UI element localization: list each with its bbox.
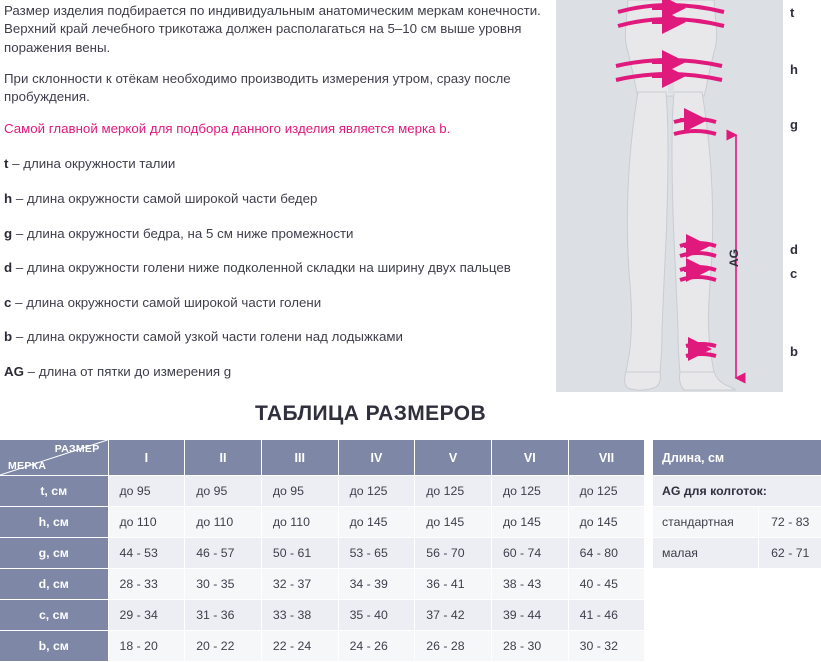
tables-section [0,440,821,640]
column-header-2: II [185,440,262,476]
legend-text-b: – длина окружности самой узкой части голени над лодыжками [12,329,403,344]
row-label-h: h, см [0,507,108,538]
diagram-label-t: t [790,5,795,20]
legend-key-ag: AG [4,364,24,379]
cell-h-7: до 145 [568,507,645,538]
legend-text-c: – длина окружности самой широкой части голени [11,295,321,310]
table-row [0,600,645,631]
length-spacer [653,569,821,600]
cell-c-3: 33 - 38 [261,600,338,631]
legend-item-h [4,190,554,209]
column-header-7: VII [568,440,645,476]
diagram-label-g: g [790,117,798,132]
cell-h-4: до 145 [338,507,415,538]
cell-g-7: 64 - 80 [568,538,645,569]
cell-g-3: 50 - 61 [261,538,338,569]
page-title: ТАБЛИЦА РАЗМЕРОВ [0,402,821,426]
size-table [0,440,645,662]
cell-d-6: 38 - 43 [491,569,568,600]
legend-key-d: d [4,260,12,275]
cell-b-7: 30 - 32 [568,631,645,662]
cell-h-6: до 145 [491,507,568,538]
table-row [0,569,645,600]
cell-t-2: до 95 [185,476,262,507]
cell-b-4: 24 - 26 [338,631,415,662]
cell-d-2: 30 - 35 [185,569,262,600]
cell-d-3: 32 - 37 [261,569,338,600]
cell-t-3: до 95 [261,476,338,507]
column-header-4: IV [338,440,415,476]
row-label-b: b, см [0,631,108,662]
column-header-5: V [415,440,492,476]
key-measurement-note: Самой главной меркой для подбора данного изделия является мерка b. [4,120,554,139]
cell-b-3: 22 - 24 [261,631,338,662]
table-header-row [0,440,645,476]
cell-h-1: до 110 [108,507,185,538]
length-caption-row [653,476,821,507]
cell-g-6: 60 - 74 [491,538,568,569]
cell-h-5: до 145 [415,507,492,538]
corner-label-size: РАЗМЕР [55,443,100,455]
cell-b-1: 18 - 20 [108,631,185,662]
table-row [0,631,645,662]
legend-key-g: g [4,226,12,241]
legend-item-g [4,225,554,244]
length-value-small: 62 - 71 [759,538,821,569]
length-caption: AG для колготок: [653,476,821,507]
legend-key-h: h [4,191,12,206]
table-corner-cell [0,440,108,476]
cell-c-4: 35 - 40 [338,600,415,631]
legend-item-c [4,294,554,313]
column-header-1: I [108,440,185,476]
cell-d-5: 36 - 41 [415,569,492,600]
row-label-c: c, см [0,600,108,631]
length-value-standard: 72 - 83 [759,507,821,538]
cell-c-7: 41 - 46 [568,600,645,631]
corner-label-measure: МЕРКА [8,460,46,472]
table-row [0,476,645,507]
cell-t-1: до 95 [108,476,185,507]
legend-item-b [4,328,554,347]
cell-g-1: 44 - 53 [108,538,185,569]
diagram-label-ag: AG [727,249,741,267]
cell-d-1: 28 - 33 [108,569,185,600]
length-label-small: малая [653,538,759,569]
table-row [0,507,645,538]
measurement-diagram [556,0,821,395]
intro-paragraph-1: Размер изделия подбирается по индивидуальным анатомическим меркам конечности. Верхний край лечебного трикотажа должен располагаться на 5–10 см выше уровня поражения вены. [4,2,554,57]
cell-h-2: до 110 [185,507,262,538]
row-label-g: g, см [0,538,108,569]
legend-item-d [4,259,554,278]
cell-d-7: 40 - 45 [568,569,645,600]
column-header-6: VI [491,440,568,476]
cell-t-6: до 125 [491,476,568,507]
length-header: Длина, см [653,440,821,476]
diagram-label-b: b [790,344,798,359]
cell-b-2: 20 - 22 [185,631,262,662]
legend-text-h: – длина окружности самой широкой части бедер [12,191,317,206]
length-row [653,538,821,569]
legend-key-b: b [4,329,12,344]
diagram-label-c: c [790,266,797,281]
intro-paragraph-2: При склонности к отёкам необходимо производить измерения утром, сразу после пробуждения. [4,70,554,107]
instructions-column [0,0,560,398]
cell-g-5: 56 - 70 [415,538,492,569]
diagram-label-d: d [790,242,798,257]
cell-t-7: до 125 [568,476,645,507]
legend-text-d: – длина окружности голени ниже подколенной складки на ширину двух пальцев [12,260,511,275]
cell-g-2: 46 - 57 [185,538,262,569]
length-label-standard: стандартная [653,507,759,538]
cell-g-4: 53 - 65 [338,538,415,569]
legend-text-g: – длина окружности бедра, на 5 см ниже промежности [12,226,353,241]
row-label-d: d, см [0,569,108,600]
cell-t-4: до 125 [338,476,415,507]
legend-key-t: t [4,156,8,171]
row-label-t: t, см [0,476,108,507]
length-spacer-row [653,569,821,600]
legend-text-t: – длина окружности талии [8,156,175,171]
cell-t-5: до 125 [415,476,492,507]
table-row [0,538,645,569]
cell-b-6: 28 - 30 [491,631,568,662]
legend-item-ag [4,363,554,382]
cell-b-5: 26 - 28 [415,631,492,662]
legend-item-t [4,155,554,174]
diagram-label-h: h [790,62,798,77]
column-header-3: III [261,440,338,476]
length-row [653,507,821,538]
length-table [652,440,821,599]
cell-c-1: 29 - 34 [108,600,185,631]
legend-text-ag: – длина от пятки до измерения g [24,364,231,379]
cell-h-3: до 110 [261,507,338,538]
cell-c-6: 39 - 44 [491,600,568,631]
cell-d-4: 34 - 39 [338,569,415,600]
legend-key-c: c [4,295,11,310]
length-header-row [653,440,821,476]
cell-c-2: 31 - 36 [185,600,262,631]
cell-c-5: 37 - 42 [415,600,492,631]
